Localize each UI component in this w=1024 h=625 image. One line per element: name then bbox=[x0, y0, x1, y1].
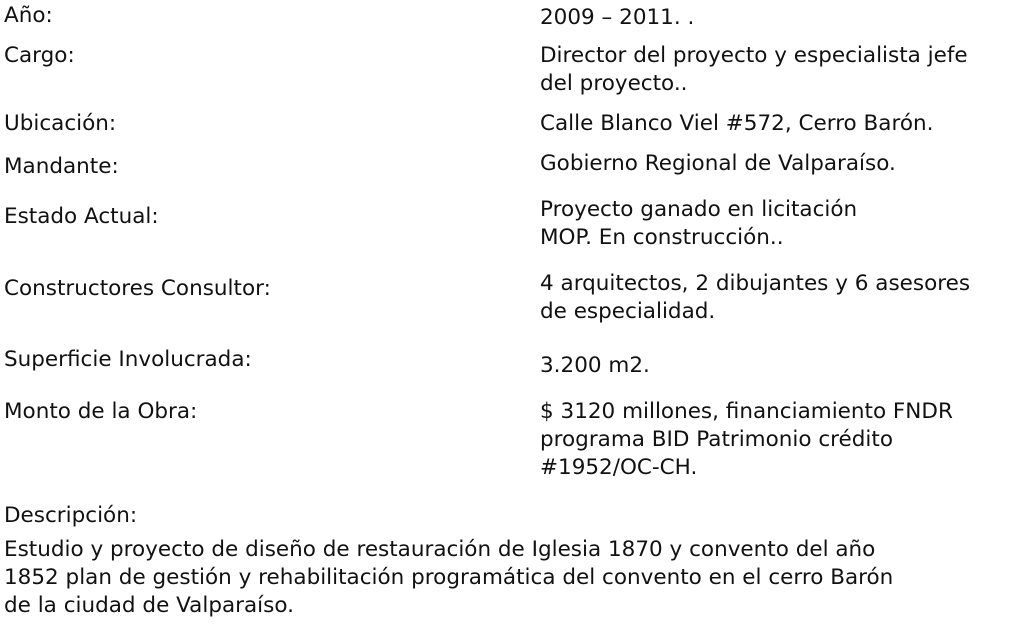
field-label-cargo: Cargo: bbox=[4, 43, 75, 68]
field-value-monto-obra bbox=[540, 398, 1020, 482]
value-line: Proyecto ganado en licitación bbox=[540, 197, 858, 222]
value-line: 2009 – 2011. . bbox=[540, 5, 695, 30]
value-line: del proyecto.. bbox=[540, 71, 688, 96]
field-value-cargo bbox=[540, 42, 1020, 98]
field-label-estado-actual: Estado Actual: bbox=[4, 204, 159, 229]
value-line: 4 arquitectos, 2 dibujantes y 6 asesores bbox=[540, 271, 971, 296]
field-label-ubicacion: Ubicación: bbox=[4, 111, 117, 136]
value-line: Gobierno Regional de Valparaíso. bbox=[540, 151, 896, 176]
field-label-mandante: Mandante: bbox=[4, 154, 119, 179]
value-line: #1952/OC-CH. bbox=[540, 455, 698, 480]
description-body bbox=[4, 536, 1014, 620]
field-label-superficie-involucrada: Superficie Involucrada: bbox=[4, 347, 252, 372]
field-value-superficie-involucrada bbox=[540, 352, 1020, 380]
value-line: 3.200 m2. bbox=[540, 353, 650, 378]
description-line: de la ciudad de Valparaíso. bbox=[4, 593, 294, 618]
field-value-constructores-consultor bbox=[540, 270, 1020, 326]
field-value-ubicacion bbox=[540, 110, 1020, 138]
value-line: de especialidad. bbox=[540, 299, 716, 324]
description-line: 1852 plan de gestión y rehabilitación programática del convento en el cerro Barón bbox=[4, 565, 894, 590]
field-label-constructores-consultor: Constructores Consultor: bbox=[4, 276, 271, 301]
description-title: Descripción: bbox=[4, 503, 138, 528]
value-line: $ 3120 millones, financiamiento FNDR bbox=[540, 399, 953, 424]
field-label-ano: Año: bbox=[4, 3, 53, 28]
value-line: MOP. En construcción.. bbox=[540, 225, 784, 250]
value-line: Calle Blanco Viel #572, Cerro Barón. bbox=[540, 111, 934, 136]
field-value-mandante bbox=[540, 150, 1020, 178]
field-label-monto-obra: Monto de la Obra: bbox=[4, 399, 198, 424]
field-value-ano bbox=[540, 4, 1020, 32]
value-line: Director del proyecto y especialista jefe bbox=[540, 43, 968, 68]
value-line: programa BID Patrimonio crédito bbox=[540, 427, 893, 452]
field-value-estado-actual bbox=[540, 196, 1020, 252]
description-line: Estudio y proyecto de diseño de restauración de Iglesia 1870 y convento del año bbox=[4, 537, 876, 562]
